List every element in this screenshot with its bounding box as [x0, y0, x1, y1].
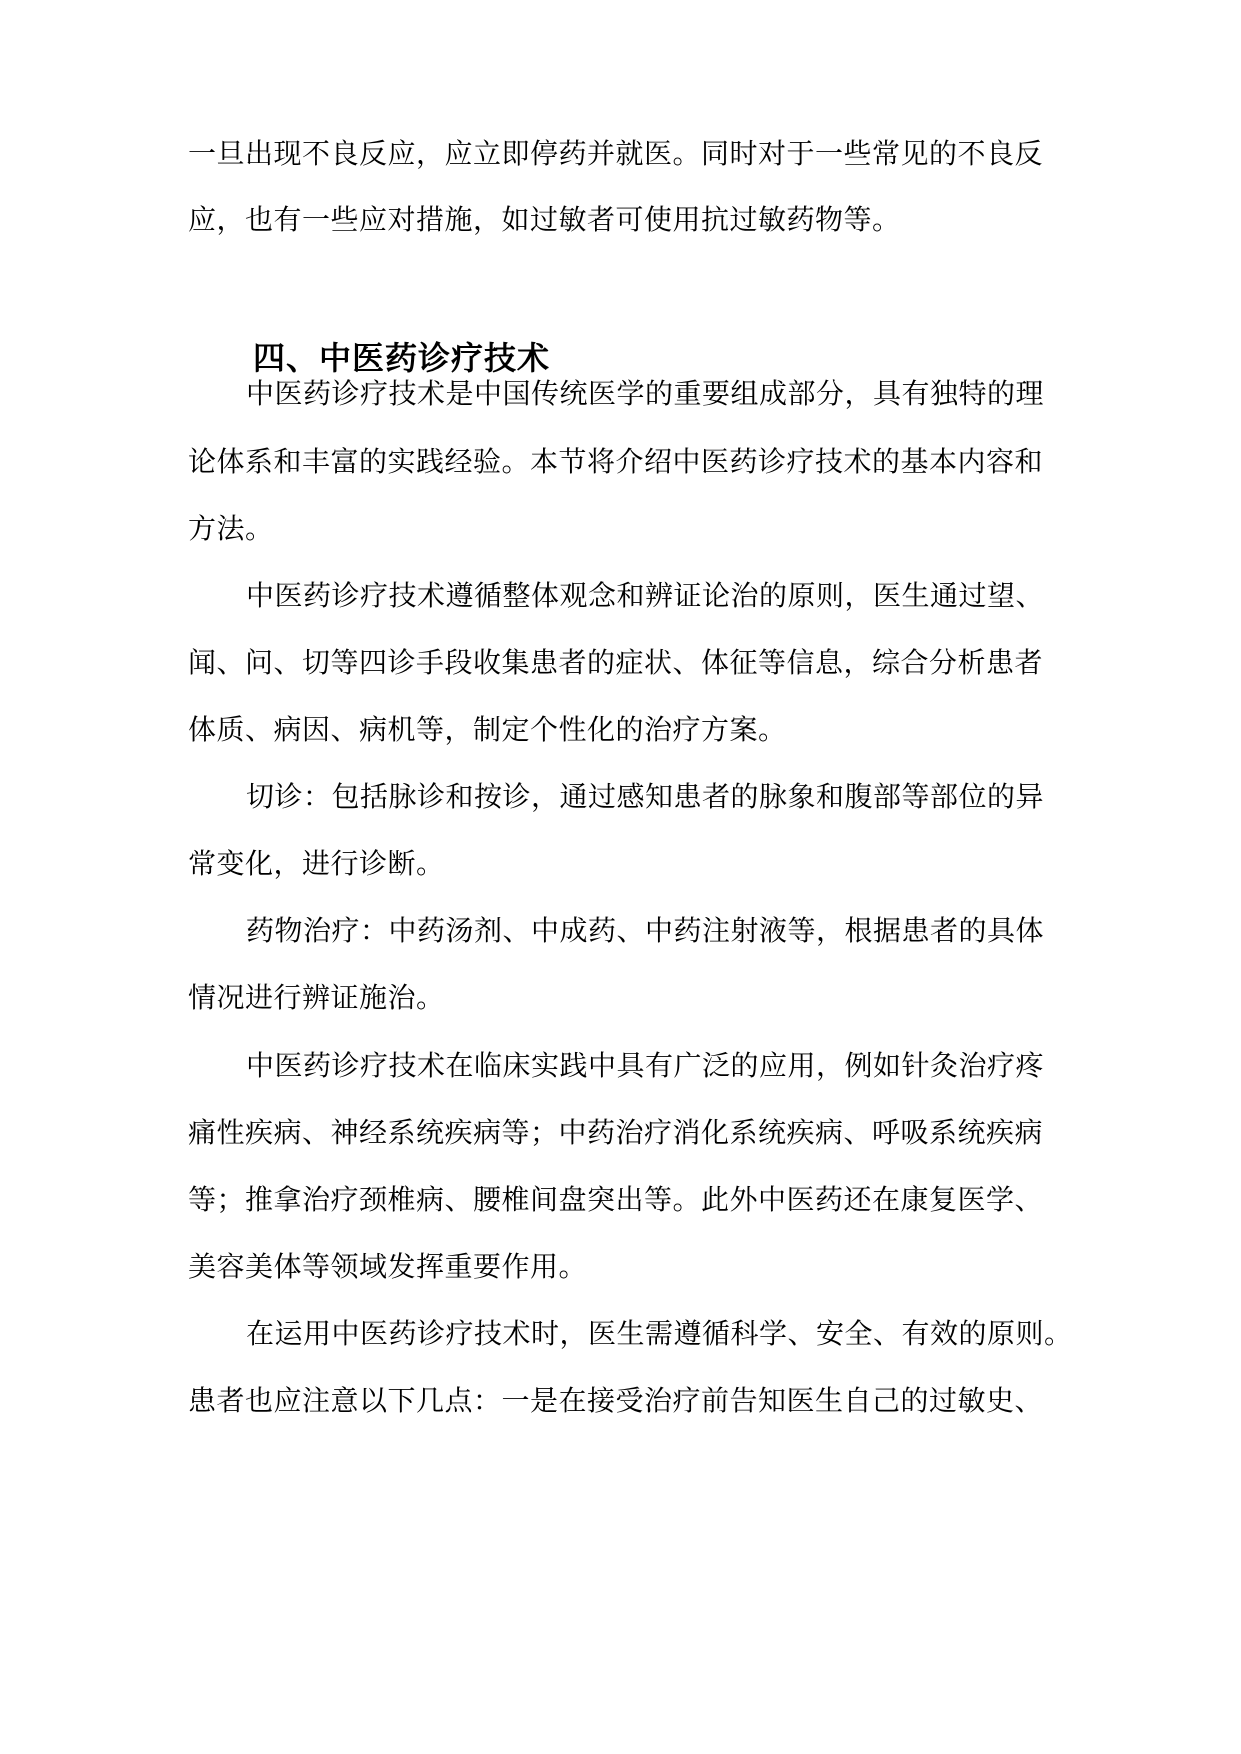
paragraph-first-line: 中医药诊疗技术是中国传统医学的重要组成部分，具有独特的理	[246, 377, 1045, 410]
body-text-line: 美容美体等领域发挥重要作用。	[188, 1250, 588, 1283]
body-text-line: 应，也有一些应对措施，如过敏者可使用抗过敏药物等。	[188, 203, 901, 236]
body-text-line: 体质、病因、病机等，制定个性化的治疗方案。	[188, 713, 787, 746]
paragraph-first-line: 切诊：包括脉诊和按诊，通过感知患者的脉象和腹部等部位的异	[246, 780, 1045, 813]
body-text-line: 一旦出现不良反应，应立即停药并就医。同时对于一些常见的不良反	[188, 137, 1044, 170]
paragraph-first-line: 在运用中医药诊疗技术时，医生需遵循科学、安全、有效的原则。	[246, 1317, 1073, 1350]
body-text-line: 闻、问、切等四诊手段收集患者的症状、体征等信息，综合分析患者	[188, 646, 1044, 679]
body-text-line: 等；推拿治疗颈椎病、腰椎间盘突出等。此外中医药还在康复医学、	[188, 1183, 1044, 1216]
body-text-line: 痛性疾病、神经系统疾病等；中药治疗消化系统疾病、呼吸系统疾病	[188, 1116, 1044, 1149]
body-text-line: 论体系和丰富的实践经验。本节将介绍中医药诊疗技术的基本内容和	[188, 445, 1044, 478]
paragraph-first-line: 中医药诊疗技术遵循整体观念和辨证论治的原则，医生通过望、	[246, 579, 1045, 612]
paragraph-first-line: 中医药诊疗技术在临床实践中具有广泛的应用，例如针灸治疗疼	[246, 1049, 1045, 1082]
body-text-line: 患者也应注意以下几点：一是在接受治疗前告知医生自己的过敏史、	[188, 1384, 1044, 1417]
section-heading: 四、中医药诊疗技术	[253, 339, 551, 377]
paragraph-first-line: 药物治疗：中药汤剂、中成药、中药注射液等，根据患者的具体	[246, 914, 1045, 947]
body-text-line: 常变化，进行诊断。	[188, 847, 445, 880]
body-text-line: 方法。	[188, 512, 274, 545]
body-text-line: 情况进行辨证施治。	[188, 981, 445, 1014]
